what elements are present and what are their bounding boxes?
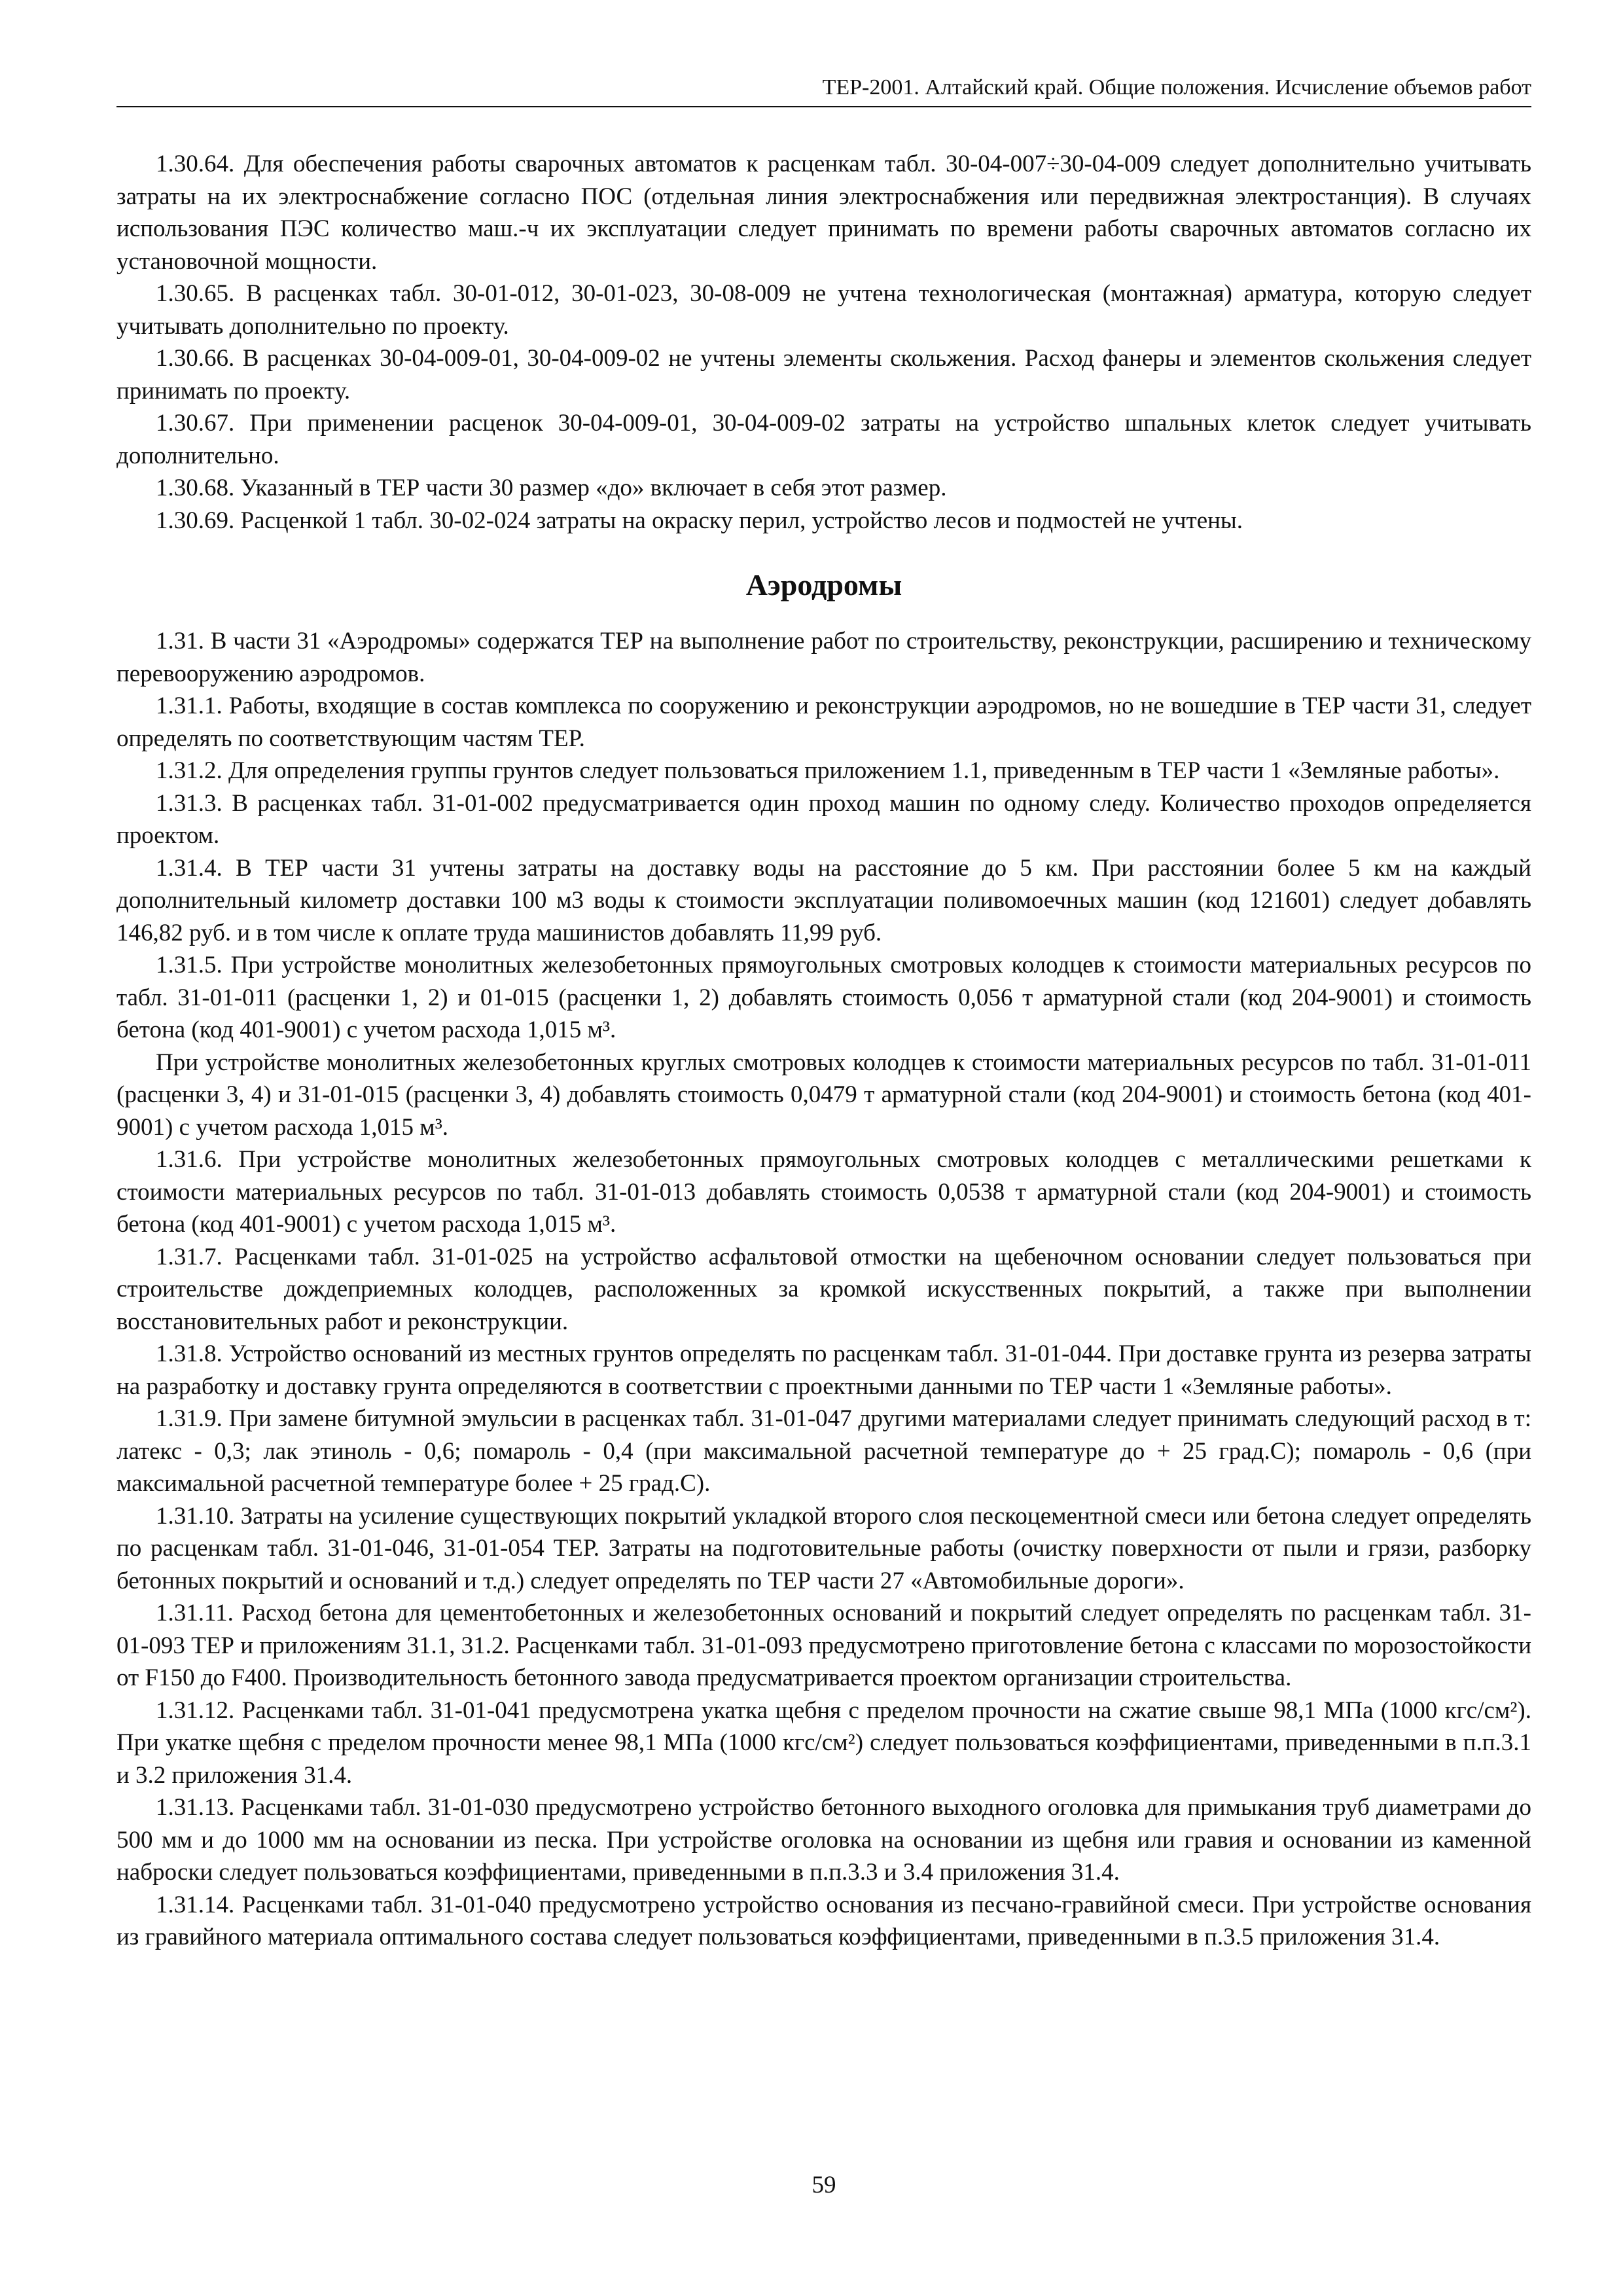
- paragraph: 1.31.1. Работы, входящие в состав комплекса по сооружению и реконструкции аэродромов, но не вошедшие в ТЕР части 31, следует определять по соответствующим частям ТЕР.: [116, 692, 1531, 752]
- paragraph: 1.31.11. Расход бетона для цементобетонных и железобетонных оснований и покрытий следует определять по расценкам табл. 31-01-093 ТЕР и приложениям 31.1, 31.2. Расценками табл. 31-01-093 предусмотрено приготовление бетона с классами по морозостойкости от F150 до F400. Производительность бетонного завода предусматривается проектом организации строительства.: [116, 1600, 1531, 1691]
- paragraph: 1.31.14. Расценками табл. 31-01-040 предусмотрено устройство основания из песчано-гравийной смеси. При устройстве основания из гравийного материала оптимального состава следует пользоваться коэффициентами, приведенными в п.3.5 приложения 31.4.: [116, 1891, 1531, 1950]
- paragraph: 1.31.8. Устройство оснований из местных грунтов определять по расценкам табл. 31-01-044. При доставке грунта из резерва затраты на разработку и доставку грунта определяются в соответствии с проектными данными по ТЕР части 1 «Земляные работы».: [116, 1340, 1531, 1400]
- paragraph: 1.31.7. Расценками табл. 31-01-025 на устройство асфальтовой отмостки на щебеночном основании следует пользоваться при строительстве дождеприемных колодцев, расположенных за кромкой искусственных покрытий, а также при выполнении восстановительных работ и реконструкции.: [116, 1243, 1531, 1335]
- paragraph: 1.31.5. При устройстве монолитных железобетонных прямоугольных смотровых колодцев к стоимости материальных ресурсов по табл. 31-01-011 (расценки 1, 2) и 01-015 (расценки 1, 2) добавлять стоимость 0,056 т арматурной стали (код 204-9001) и стоимость бетона (код 401-9001) с учетом расхода 1,015 м³.: [116, 952, 1531, 1043]
- paragraph: 1.31.9. При замене битумной эмульсии в расценках табл. 31-01-047 другими материалами следует принимать следующий расход в т: латекс - 0,3; лак этиноль - 0,6; помароль - 0,4 (при максимальной расчетной температуре до + 25 град.С); помароль - 0,6 (при максимальной расчетной температуре более + 25 град.С).: [116, 1405, 1531, 1497]
- paragraph: 1.31.3. В расценках табл. 31-01-002 предусматривается один проход машин по одному следу. Количество проходов определяется проектом.: [116, 789, 1531, 849]
- paragraph: При устройстве монолитных железобетонных круглых смотровых колодцев к стоимости материальных ресурсов по табл. 31-01-011 (расценки 3, 4) и 31-01-015 (расценки 3, 4) добавлять стоимость 0,0479 т арматурной стали (код 204-9001) и стоимость бетона (код 401-9001) с учетом расхода 1,015 м³.: [116, 1049, 1531, 1141]
- running-header: ТЕР-2001. Алтайский край. Общие положения. Исчисление объемов работ: [822, 75, 1531, 99]
- page-body: [116, 148, 1531, 1954]
- paragraph: 1.31.10. Затраты на усиление существующих покрытий укладкой второго слоя пескоцементной смеси или бетона следует определять по расценкам табл. 31-01-046, 31-01-054 ТЕР. Затраты на подготовительные работы (очистку поверхности от пыли и грязи, разборку бетонных покрытий и оснований и т.д.) следует определять по ТЕР части 27 «Автомобильные дороги».: [116, 1502, 1531, 1594]
- paragraph: 1.30.66. В расценках 30-04-009-01, 30-04-009-02 не учтены элементы скольжения. Расход фанеры и элементов скольжения следует принимать по проекту.: [116, 345, 1531, 404]
- paragraph: 1.31. В части 31 «Аэродромы» содержатся ТЕР на выполнение работ по строительству, реконструкции, расширению и техническому перевооружению аэродромов.: [116, 628, 1531, 687]
- section-title: Аэродромы: [745, 568, 902, 601]
- paragraph: 1.31.12. Расценками табл. 31-01-041 предусмотрена укатка щебня с пределом прочности на сжатие свыше 98,1 МПа (1000 кгс/см²). При укатке щебня с пределом прочности менее 98,1 МПа (1000 кгс/см²) следует пользоваться коэффициентами, приведенными в п.п.3.1 и 3.2 приложения 31.4.: [116, 1696, 1531, 1789]
- paragraph: 1.31.2. Для определения группы грунтов следует пользоваться приложением 1.1, приведенным в ТЕР части 1 «Земляные работы».: [156, 757, 1500, 784]
- paragraph: 1.30.67. При применении расценок 30-04-009-01, 30-04-009-02 затраты на устройство шпальных клеток следует учитывать дополнительно.: [116, 410, 1531, 469]
- header-rule: [116, 106, 1531, 107]
- page-number: 59: [812, 2172, 836, 2198]
- paragraph: 1.30.64. Для обеспечения работы сварочных автоматов к расценкам табл. 30-04-007÷30-04-009 следует дополнительно учитывать затраты на их электроснабжение согласно ПОС (отдельная линия электроснабжения или передвижная электростанция). В случаях использования ПЭС количество маш.-ч их эксплуатации следует принимать по времени работы сварочных автоматов согласно их установочной мощности.: [116, 151, 1531, 275]
- paragraph: 1.30.69. Расценкой 1 табл. 30-02-024 затраты на окраску перил, устройство лесов и подмостей не учтены.: [156, 507, 1243, 534]
- paragraph: 1.30.68. Указанный в ТЕР части 30 размер «до» включает в себя этот размер.: [156, 475, 947, 501]
- paragraph: 1.30.65. В расценках табл. 30-01-012, 30-01-023, 30-08-009 не учтена технологическая (монтажная) арматура, которую следует учитывать дополнительно по проекту.: [116, 280, 1531, 340]
- paragraph: 1.31.4. В ТЕР части 31 учтены затраты на доставку воды на расстояние до 5 км. При расстоянии более 5 км на каждый дополнительный километр доставки 100 м3 воды к стоимости эксплуатации поливомоечных машин (код 121601) следует добавлять 146,82 руб. и в том числе к оплате труда машинистов добавлять 11,99 руб.: [116, 854, 1531, 946]
- paragraph: 1.31.6. При устройстве монолитных железобетонных прямоугольных смотровых колодцев с металлическими решетками к стоимости материальных ресурсов по табл. 31-01-013 добавлять стоимость 0,0538 т арматурной стали (код 204-9001) и стоимость бетона (код 401-9001) с учетом расхода 1,015 м³.: [116, 1146, 1531, 1238]
- paragraph: 1.31.13. Расценками табл. 31-01-030 предусмотрено устройство бетонного выходного оголовка для примыкания труб диаметрами до 500 мм и до 1000 мм на основании из песка. При устройстве оголовка на основании из щебня или гравия и основании из каменной наброски следует пользоваться коэффициентами, приведенными в п.п.3.3 и 3.4 приложения 31.4.: [116, 1794, 1531, 1886]
